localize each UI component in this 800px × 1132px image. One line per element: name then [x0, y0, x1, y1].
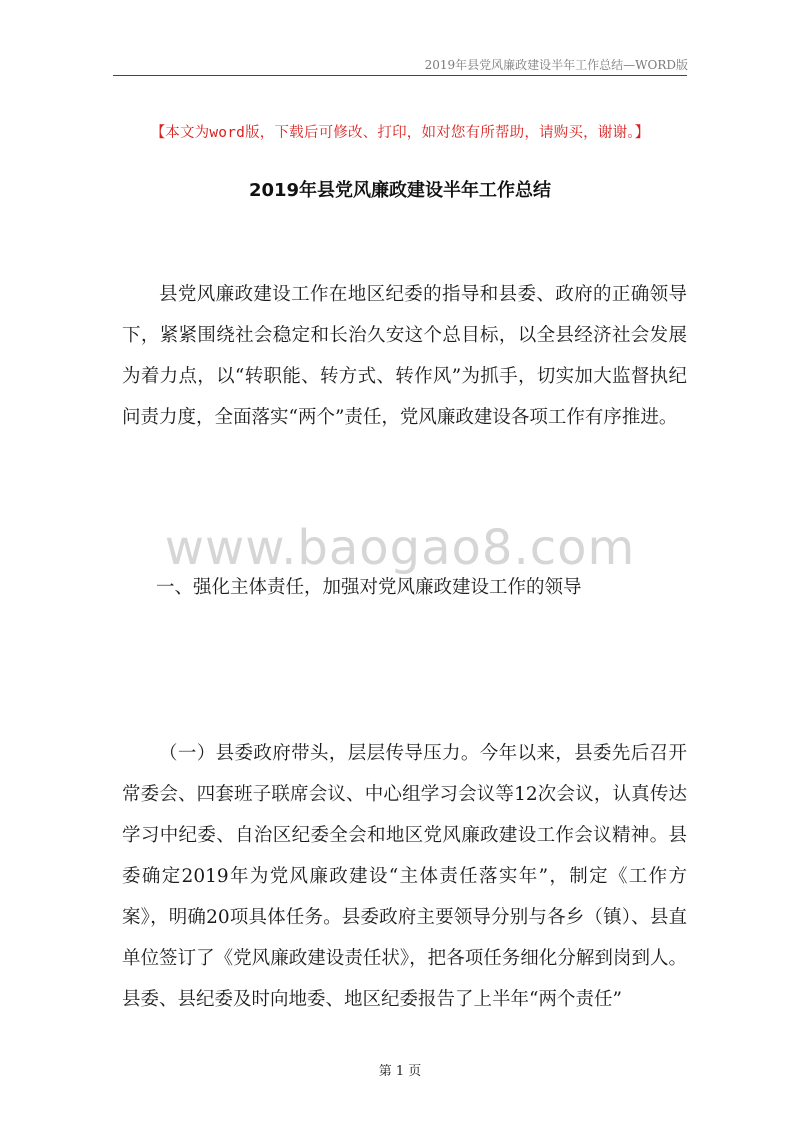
running-header: 2019年县党风廉政建设半年工作总结—WORD版 [424, 58, 688, 72]
intro-paragraph: 县党风廉政建设工作在地区纪委的指导和县委、政府的正确领导下，紧紧围绕社会稳定和长治久安这个总目标，以全县经济社会发展为着力点，以“转职能、转方式、转作风”为抓手，切实加大监督执纪问责力度，全面落实“两个”责任，党风廉政建设各项工作有序推进。 [122, 284, 687, 428]
body-paragraph: （一）县委政府带头，层层传导压力。今年以来，县委先后召开常委会、四套班子联席会议、中心组学习会议等12次会议，认真传达学习中纪委、自治区纪委全会和地区党风廉政建设工作会议精神。县委确定2019年为党风廉政建设“主体责任落实年”，制定《工作方案》，明确20项具体任务。县委政府主要领导分别与各乡（镇）、县直单位签订了《党风廉政建设责任状》，把各项任务细化分解到岗到人。县委、县纪委及时向地委、地区纪委报告了上半年“两个责任” [122, 743, 687, 1010]
header-divider [113, 75, 687, 76]
section-heading: 一、强化主体责任，加强对党风廉政建设工作的领导 [156, 577, 582, 598]
document-title: 2019年县党风廉政建设半年工作总结 [248, 180, 552, 201]
download-notice: 【本文为word版，下载后可修改、打印，如对您有所帮助，请购买，谢谢。】 [150, 125, 650, 141]
watermark-text: www.baogao8.com [164, 520, 636, 576]
page-number: 第 1 页 [378, 1064, 422, 1079]
